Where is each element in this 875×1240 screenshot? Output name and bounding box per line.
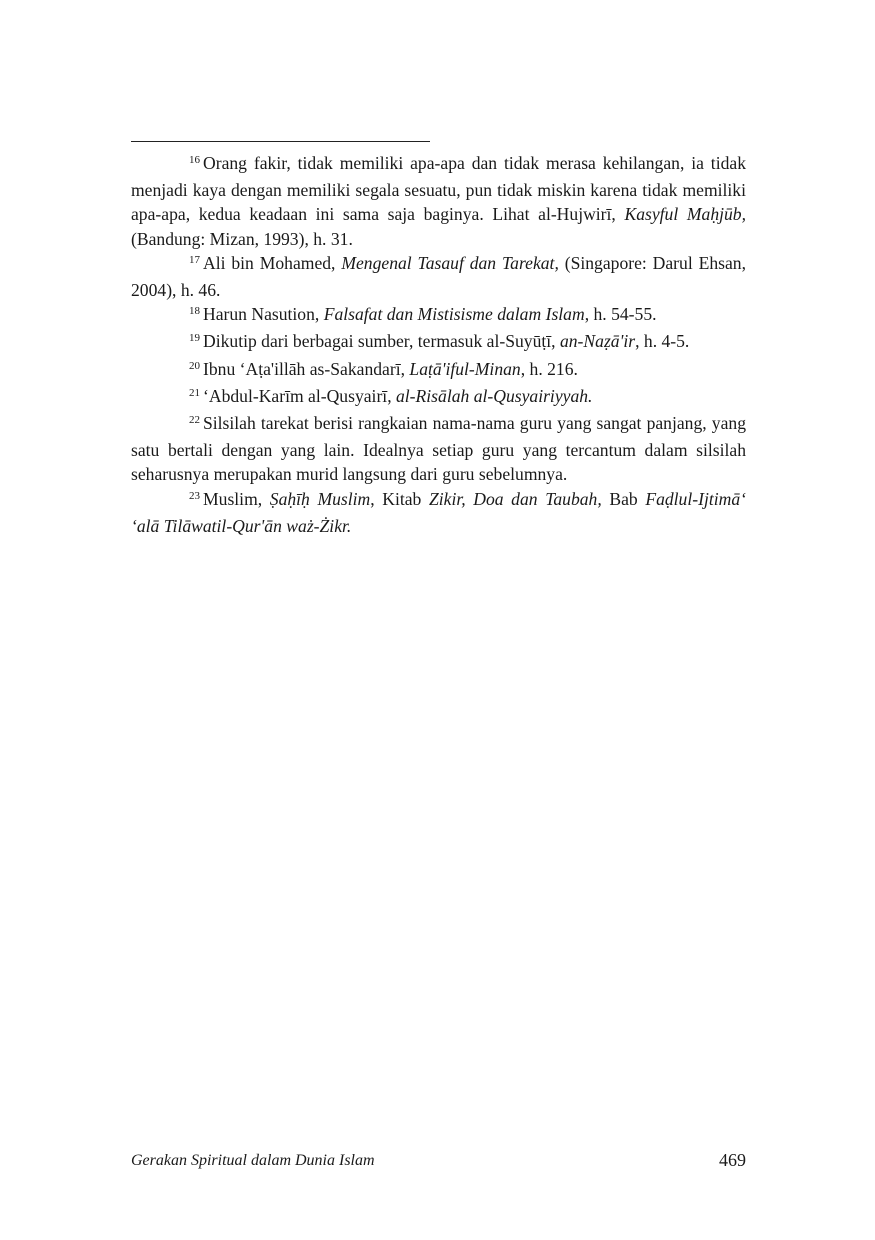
footnote-text: Silsilah tarekat berisi rangkaian nama-nama guru yang sangat panjang, yang satu bertali dengan yang lain. Idealnya setiap guru yang tercantum dalam silsilah seharusnya merupakan murid langsung dari guru sebelumnya.: [131, 413, 746, 485]
footnote-italic-text: Mengenal Tasauf dan Tarekat,: [341, 252, 559, 273]
footnote-text: Orang fakir, tidak memiliki apa-apa dan tidak merasa kehilangan, ia tidak menjadi kaya dengan memiliki segala sesuatu, pun tidak miskin karena tidak memiliki apa-apa, kedua keadaan ini sama saja baginya. Lihat al-Hujwirī,: [131, 153, 746, 225]
footnote-italic-text: Faḍlul-Ijtimā‘ ‘alā Tilāwatil-Qur'ān waż-Żikr.: [131, 488, 746, 536]
footnote-text: Ibnu ‘Aṭa'illāh as-Sakandarī,: [203, 358, 410, 379]
footnote-text: , h. 216.: [520, 358, 578, 379]
footnote-italic-text: Zikir, Doa dan Taubah,: [428, 488, 602, 509]
footnote-text: Dikutip dari berbagai sumber, termasuk al-Suyūṭī,: [203, 331, 560, 352]
footnote-text: Harun Nasution,: [203, 304, 324, 325]
footnote-text: , Kitab: [370, 488, 429, 509]
footnote-18: [131, 302, 746, 329]
footnote-text: , h. 4-5.: [635, 331, 690, 352]
footnotes-section: [131, 151, 746, 538]
footnote-23: [131, 487, 746, 538]
footnote-number: 18: [189, 305, 200, 318]
footnote-22: [131, 411, 746, 487]
footnote-italic-text: an-Naẓā'ir: [559, 331, 636, 352]
footnote-italic-text: al-Risālah al-Qusyairiyyah.: [396, 385, 593, 406]
footnote-text: Bab: [601, 488, 646, 509]
footnote-number: 22: [189, 414, 200, 427]
footnote-17: [131, 251, 746, 302]
footnote-number: 20: [189, 359, 200, 372]
footnote-text: ‘Abdul-Karīm al-Qusyairī,: [203, 385, 396, 406]
footnote-number: 21: [189, 386, 200, 399]
footnote-19: [131, 329, 746, 356]
footnote-21: [131, 384, 746, 411]
footnote-separator-rule: [131, 141, 430, 142]
footnote-number: 19: [189, 332, 200, 345]
footnote-italic-text: Laṭā'iful-Minan: [409, 358, 521, 379]
footnote-text: (Bandung: Mizan, 1993), h. 31.: [131, 228, 353, 249]
footnote-italic-text: Falsafat dan Mistisisme dalam Islam: [323, 304, 585, 325]
footnote-italic-text: Ṣaḥīḥ Muslim: [269, 488, 371, 509]
footnote-text: Muslim,: [203, 488, 270, 509]
footnote-text: (Singapore: Darul Ehsan, 2004), h. 46.: [131, 252, 746, 301]
page-number: 469: [719, 1150, 746, 1170]
footnote-16: [131, 151, 746, 251]
page-footer: [131, 1152, 746, 1176]
footnote-number: 17: [189, 253, 200, 266]
footnote-number: 16: [189, 154, 200, 166]
footnote-number: 23: [189, 489, 200, 502]
footnote-text: , h. 54-55.: [584, 304, 657, 325]
footnote-20: [131, 357, 746, 384]
footnote-italic-text: Kasyful Maḥjūb,: [624, 204, 746, 225]
footnote-text: Ali bin Mohamed,: [203, 252, 342, 273]
running-footer-title: Gerakan Spiritual dalam Dunia Islam: [131, 1152, 375, 1169]
